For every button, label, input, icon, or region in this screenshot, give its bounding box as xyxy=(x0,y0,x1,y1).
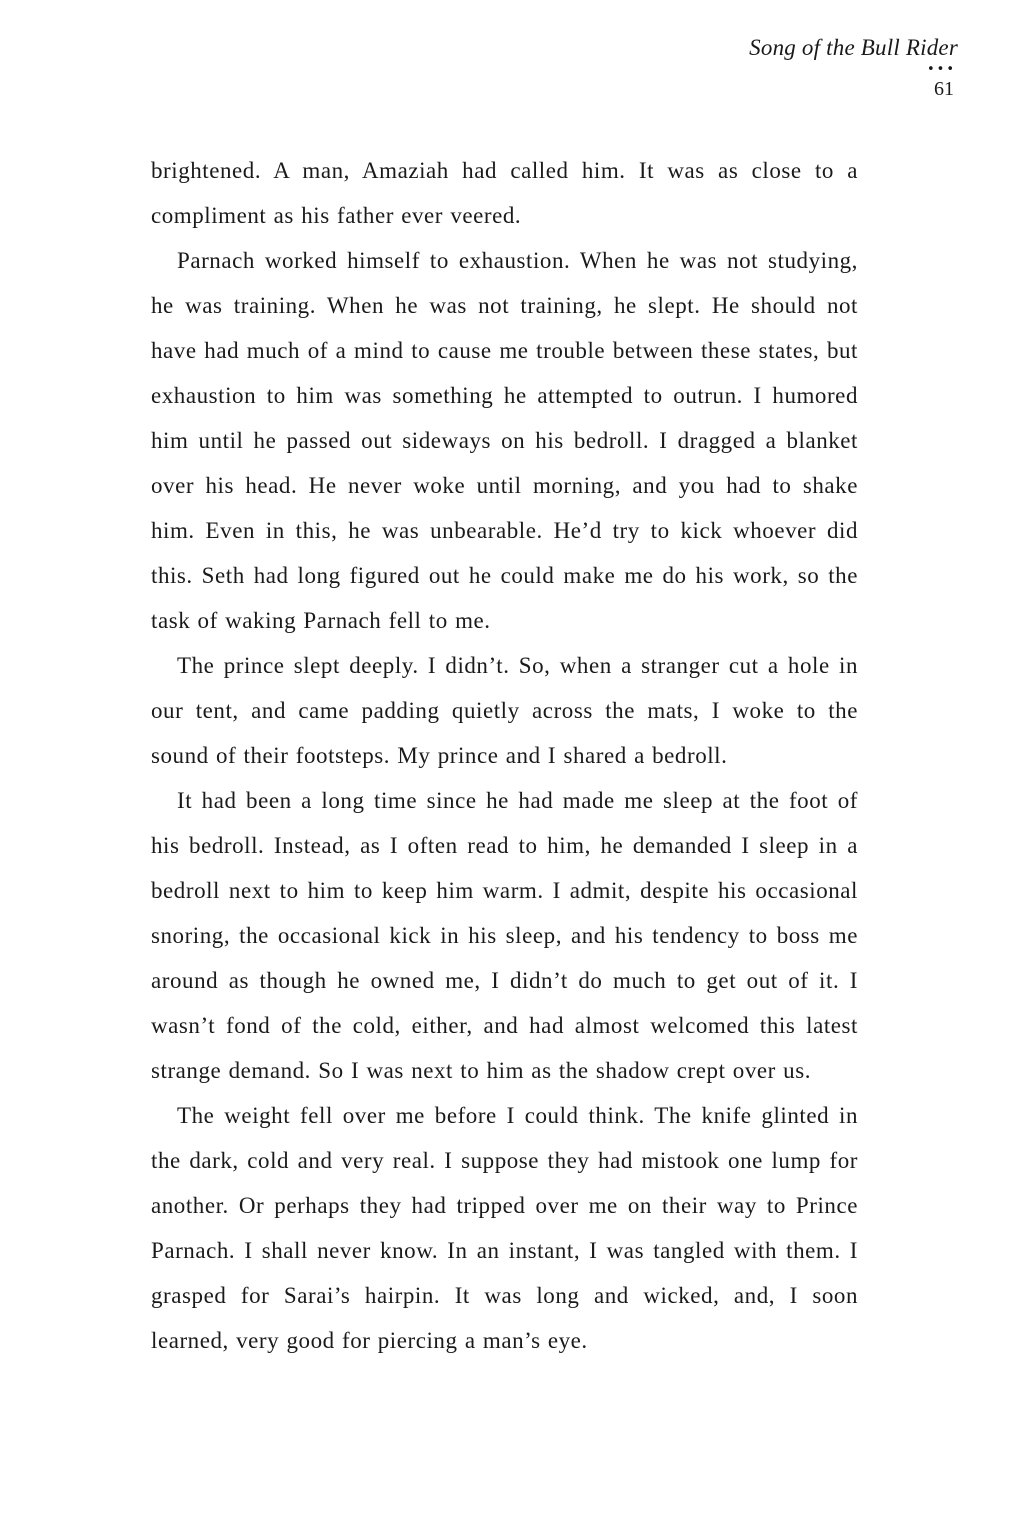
running-head xyxy=(658,34,958,100)
paragraph-1: brightened. A man, Amaziah had called him. It was as close to a compliment as his father ever veered. xyxy=(151,158,858,228)
paragraph-5: The weight fell over me before I could think. The knife glinted in the dark, cold and very real. I suppose they had mistook one lump for another. Or perhaps they had tripped over me on their way to Prince Parnach. I shall never know. In an instant, I was tangled with them. I grasped for Sarai’s hairpin. It was long and wicked, and, I soon learned, very good for piercing a man’s eye. xyxy=(151,1103,858,1353)
body-text xyxy=(151,148,858,1363)
paragraph-4: It had been a long time since he had made me sleep at the foot of his bedroll. Instead, as I often read to him, he demanded I sleep in a bedroll next to him to keep him warm. I admit, despite his occasional snoring, the occasional kick in his sleep, and his tendency to boss me around as though he owned me, I didn’t do much to get out of it. I wasn’t fond of the cold, either, and had almost welcomed this latest strange demand. So I was next to him as the shadow crept over us. xyxy=(151,788,858,1083)
book-title: Song of the Bull Rider xyxy=(749,35,958,60)
paragraph-3: The prince slept deeply. I didn’t. So, when a stranger cut a hole in our tent, and came padding quietly across the mats, I woke to the sound of their footsteps. My prince and I shared a bedroll. xyxy=(151,653,858,768)
paragraph-2: Parnach worked himself to exhaustion. When he was not studying, he was training. When he was not training, he slept. He should not have had much of a mind to cause me trouble between these states, but exhaustion to him was something he attempted to outrun. I humored him until he passed out sideways on his bedroll. I dragged a blanket over his head. He never woke until morning, and you had to shake him. Even in this, he was unbearable. He’d try to kick whoever did this. Seth had long figured out he could make me do his work, so the task of waking Parnach fell to me. xyxy=(151,248,858,633)
page-number: 61 xyxy=(934,78,954,100)
ornament-dots: ••• xyxy=(926,62,956,77)
